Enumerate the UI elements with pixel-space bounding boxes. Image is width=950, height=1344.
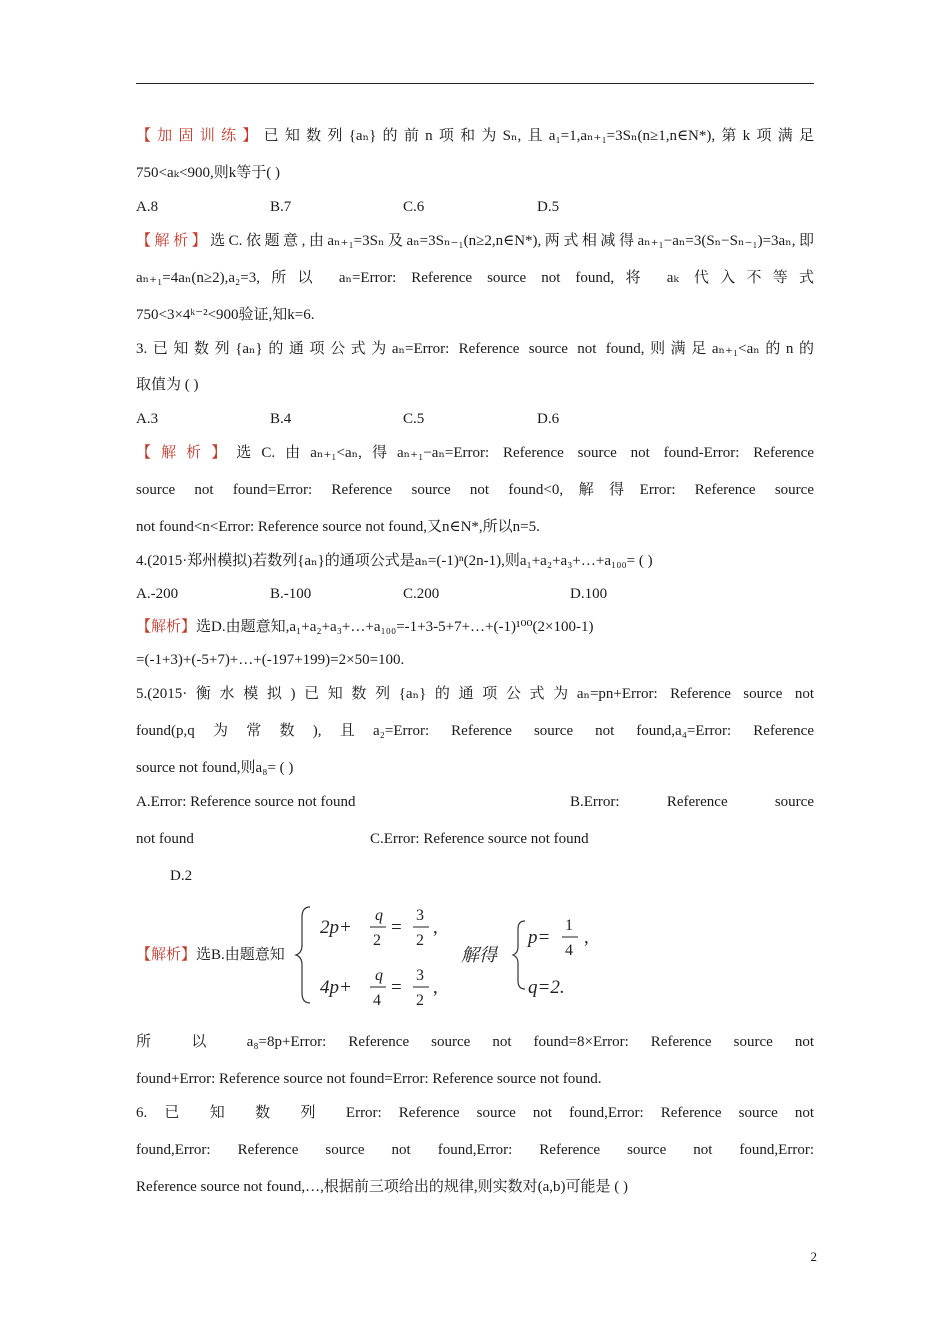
res-1: 1 — [565, 917, 573, 934]
q2-stem-line-1: 【加固训练】已知数列{aₙ}的前n项和为Sₙ,且a₁=1,aₙ₊₁=3Sₙ(n≥1,n∈N*),第k项满足 — [136, 128, 814, 144]
eq1-3: 3 — [416, 907, 424, 924]
q5-option-c: C.Error: Reference source not found — [370, 831, 589, 847]
eq2-comma: , — [433, 977, 438, 998]
q6-stem-line-1: 6. 已 知 数 列 Error: Reference source not found,Error: Reference source not — [136, 1105, 814, 1121]
eq2-q: q — [375, 967, 383, 984]
eq1-text: 2p+ — [320, 917, 352, 938]
q5-stem-line-1: 5.(2015·衡水模拟)已知数列{aₙ}的通项公式为aₙ=pn+Error: Reference source not — [136, 686, 814, 702]
q5-solution-line-2: 所 以 a₈=8p+Error: Reference source not found=8×Error: Reference source not — [136, 1034, 814, 1050]
q4-solution-line-1: 【解析】选D.由题意知,a₁+a₂+a₃+…+a₁₀₀=-1+3-5+7+…+(-1)¹⁰⁰(2×100-1) — [136, 619, 594, 635]
q3-option-a: A.3 — [136, 411, 159, 427]
eq1-q: q — [375, 907, 383, 924]
q4-stem-line-1: 4.(2015·郑州模拟)若数列{aₙ}的通项公式是aₙ=(-1)ⁿ(2n-1),则a₁+a₂+a₃+…+a₁₀₀= ( ) — [136, 553, 653, 569]
left-brace — [296, 907, 310, 1003]
q2-option-c: C.6 — [403, 199, 425, 215]
header-rule — [136, 83, 814, 84]
q5-option-a: A.Error: Reference source not found — [136, 794, 356, 810]
q6-stem-line-2: found,Error: Reference source not found,Error: Reference source not found,Error: — [136, 1142, 814, 1158]
q5-option-b-continued: not found — [136, 831, 194, 847]
q2-solution-tag: 【解析】 — [136, 233, 211, 249]
q2-option-a: A.8 — [136, 199, 159, 215]
res-comma: , — [584, 927, 589, 948]
q5-option-d: D.2 — [170, 868, 193, 884]
q4-option-d: D.100 — [570, 586, 608, 602]
eq2-4: 4 — [373, 992, 381, 1009]
q3-stem-line-2: 取值为 ( ) — [136, 377, 199, 393]
q3-solution-line-1: 【解析】选C.由aₙ₊₁<aₙ,得aₙ₊₁−aₙ=Error: Reference source not found-Error: Reference — [136, 445, 814, 461]
eq1-2: 2 — [373, 932, 381, 949]
q5-option-b: B.Error: Reference source — [570, 794, 814, 810]
q3-solution-line-3: not found<n<Error: Reference source not found,又n∈N*,所以n=5. — [136, 519, 540, 535]
q4-option-a: A.-200 — [136, 586, 179, 602]
q4-option-c: C.200 — [403, 586, 440, 602]
q2-tag: 【加固训练】 — [136, 128, 264, 144]
q3-stem-line-1: 3.已知数列{aₙ}的通项公式为aₙ=Error: Reference source not found,则满足aₙ₊₁<aₙ的n的 — [136, 341, 814, 357]
q3-option-c: C.5 — [403, 411, 425, 427]
q5-solution-tag: 【解析】 — [136, 947, 197, 963]
eq2-2: 2 — [416, 992, 424, 1009]
res-4: 4 — [565, 942, 573, 959]
q3-option-b: B.4 — [270, 411, 292, 427]
q2-solution-line-1: 【解析】选C.依题意,由aₙ₊₁=3Sₙ及aₙ=3Sₙ₋₁(n≥2,n∈N*),两式相减得aₙ₊₁−aₙ=3(Sₙ−Sₙ₋₁)=3aₙ,即 — [136, 233, 814, 249]
eq2-text: 4p+ — [320, 977, 352, 998]
q3-option-d: D.6 — [537, 411, 560, 427]
res-q: q=2. — [528, 977, 565, 998]
q5-solution-line-3: found+Error: Reference source not found=Error: Reference source not found. — [136, 1071, 602, 1087]
q2-solution-line-3: 750<3×4ᵏ⁻²<900验证,知k=6. — [136, 307, 315, 323]
q3-solution-line-2: source not found=Error: Reference source not found<0,解得Error: Reference source — [136, 482, 814, 498]
eq1-2b: 2 — [416, 932, 424, 949]
eq2-3: 3 — [416, 967, 424, 984]
eq1-eq: = — [391, 917, 402, 938]
page-number: 2 — [810, 1249, 817, 1264]
eq1-comma: , — [433, 917, 438, 938]
eq2-eq: = — [391, 977, 402, 998]
q2-stem-line-2: 750<aₖ<900,则k等于( ) — [136, 165, 281, 181]
solve-word: 解得 — [461, 945, 497, 965]
right-brace — [513, 921, 525, 989]
q5-solution-intro: 【解析】选B.由题意知 — [136, 947, 285, 963]
q4-solution-tag: 【解析】 — [136, 619, 197, 635]
q6-stem-line-3: Reference source not found,…,根据前三项给出的规律,则实数对(a,b)可能是 ( ) — [136, 1179, 628, 1195]
q2-option-b: B.7 — [270, 199, 292, 215]
q5-stem-line-2: found(p,q为常数),且a₂=Error: Reference source not found,a₄=Error: Reference — [136, 723, 814, 739]
q3-solution-tag: 【解析】 — [136, 445, 237, 461]
q4-option-b: B.-100 — [270, 586, 312, 602]
equation-system-graphic — [170, 901, 650, 1011]
q5-stem-line-3: source not found,则a₈= ( ) — [136, 760, 294, 776]
q2-option-d: D.5 — [537, 199, 560, 215]
q2-solution-line-2: aₙ₊₁=4aₙ(n≥2),a₂=3,所以 aₙ=Error: Reference source not found,将 aₖ 代入不等式 — [136, 270, 814, 286]
res-p: p= — [528, 927, 551, 948]
q4-solution-line-2: =(-1+3)+(-5+7)+…+(-197+199)=2×50=100. — [136, 652, 405, 668]
